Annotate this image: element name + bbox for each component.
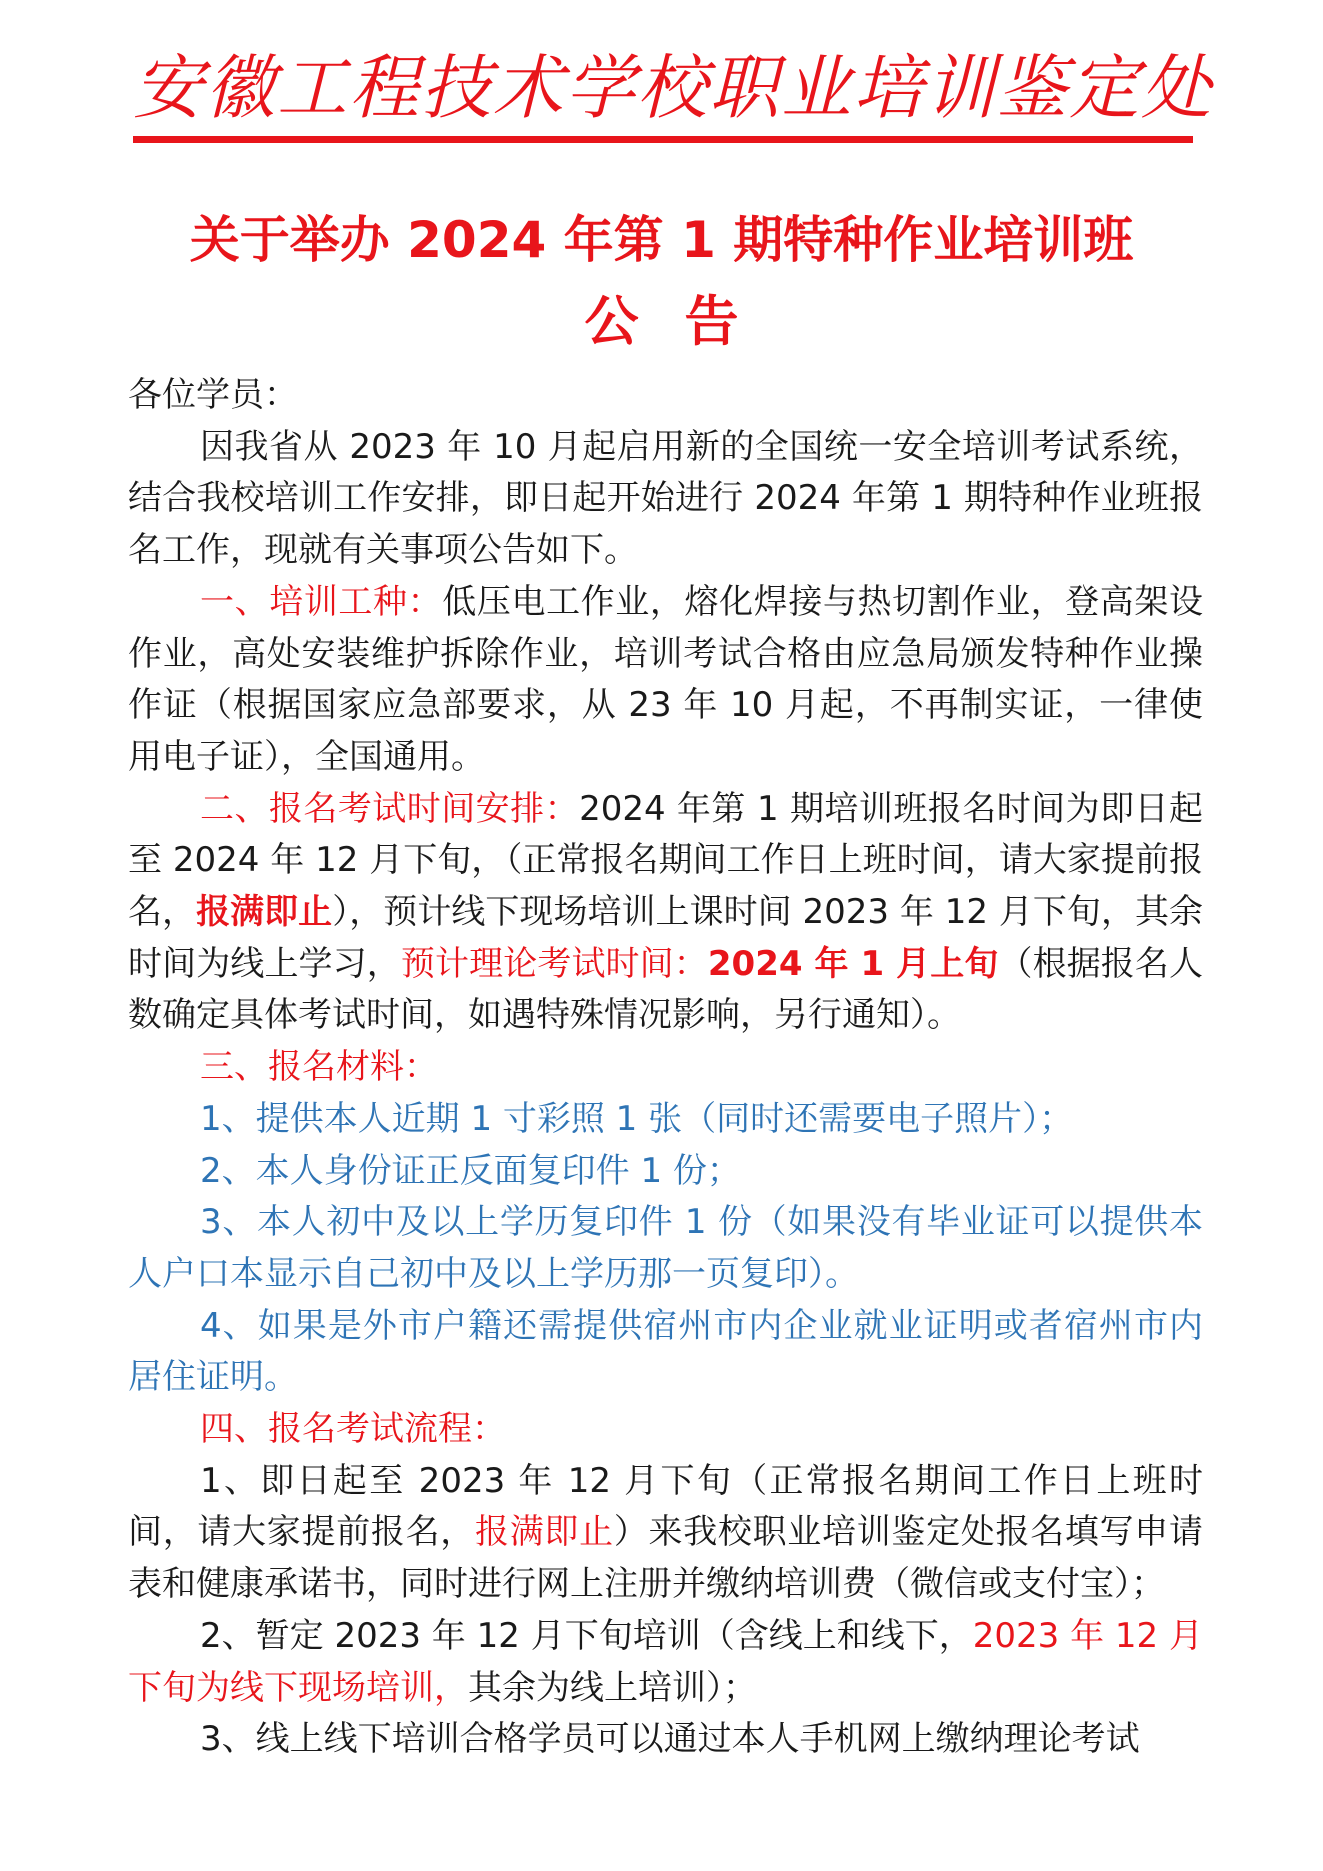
- section-schedule: [128, 784, 1203, 1043]
- highlight-full-stop: 报满即止: [196, 892, 333, 933]
- section-text: 低压电工作业，熔化焊接与热切割作业，登高架设作业，高处安装维护拆除作业，培训考试合格由应急局颁发特种作业操作证（根据国家应急部要求，从 23 年 10 月起，不再制实证，一律使用电子证），全国通用。: [128, 581, 1203, 777]
- list-item: 3、本人初中及以上学历复印件 1 份（如果没有毕业证可以提供本人户口本显示自己初中及以上学历那一页复印）。: [128, 1202, 1203, 1294]
- section-text: ），预计线下现场培训上课时间 2023 年 12 月下旬，其余时间为线上学习，: [128, 892, 1204, 984]
- list-item: 2、本人身份证正反面复印件 1 份；: [200, 1150, 741, 1191]
- section-heading: 一、培训工种：: [200, 581, 443, 622]
- list-item: 4、如果是外市户籍还需提供宿州市内企业就业证明或者宿州市内居住证明。: [128, 1305, 1203, 1398]
- section-training-types: [128, 577, 1203, 784]
- section-heading: 四、报名考试流程：: [200, 1409, 506, 1450]
- notice-body: [128, 370, 1203, 1766]
- item-text: 其余为线上培训）；: [468, 1667, 757, 1708]
- item-text: 1、即日起至 2023 年 12 月下旬（正常报名期间工作日上班时间，请大家提前报名，: [128, 1460, 1203, 1553]
- greeting: 各位学员：: [128, 375, 298, 415]
- letterhead-rule: [133, 136, 1193, 143]
- list-item: 3、线上线下培训合格学员可以通过本人手机网上缴纳理论考试: [200, 1719, 1140, 1760]
- intro-paragraph: 因我省从 2023 年 10 月起启用新的全国统一安全培训考试系统，结合我校培训工作安排，即日起开始进行 2024 年第 1 期特种作业班报名工作，现就有关事项公告如下。: [128, 426, 1203, 571]
- highlight-full-stop: 报满即止: [475, 1512, 614, 1553]
- highlight-exam-label: 预计理论考试时间：: [400, 943, 708, 984]
- list-item: 1、提供本人近期 1 寸彩照 1 张（同时还需要电子照片）；: [200, 1098, 1074, 1139]
- notice-title-subtitle: 公告: [584, 290, 785, 353]
- highlight-offline-training: 2023 年 12 月下旬为线下现场培训，: [128, 1615, 1203, 1708]
- item-text: ）来我校职业培训鉴定处报名填写申请表和健康承诺书，同时进行网上注册并缴纳培训费（微信或支付宝）；: [128, 1512, 1204, 1605]
- list-item: [128, 1611, 1203, 1714]
- letterhead: 安徽工程技术学校职业培训鉴定处: [133, 47, 1213, 129]
- item-text: 2、暂定 2023 年 12 月下旬培训（含线上和线下，: [200, 1615, 973, 1656]
- section-text: 2024 年第 1 期培训班报名时间为即日起至 2024 年 12 月下旬，（正常报名期间工作日上班时间，请大家提前报名，: [128, 788, 1203, 933]
- list-item: [128, 1456, 1203, 1611]
- section-heading: 二、报名考试时间安排：: [200, 788, 580, 829]
- highlight-exam-date: 2024 年 1 月上旬: [707, 943, 999, 984]
- section-text: （根据报名人数确定具体考试时间，如遇特殊情况影响，另行通知）。: [128, 943, 1204, 1036]
- section-heading: 三、报名材料：: [200, 1047, 438, 1088]
- notice-title: 关于举办 2024 年第 1 期特种作业培训班: [189, 211, 1134, 269]
